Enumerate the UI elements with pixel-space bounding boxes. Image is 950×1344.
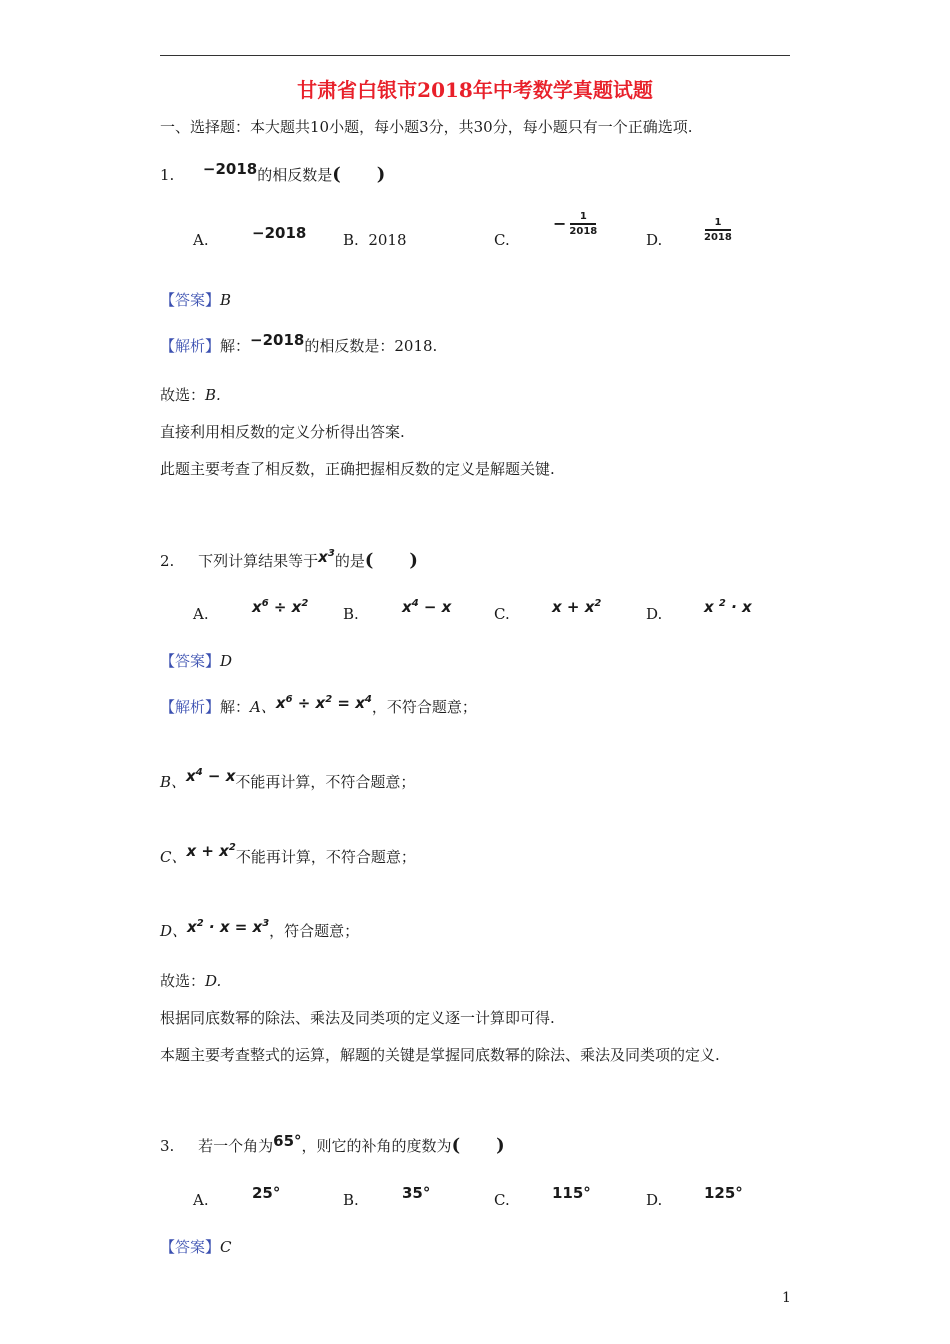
q2-option-c-value: $x + x^2$ bbox=[552, 598, 602, 616]
q2-answer: 【答案】D bbox=[160, 652, 233, 670]
answer-blank: ( ) bbox=[332, 164, 386, 185]
q3-option-d: D. bbox=[646, 1191, 663, 1209]
q2-choice: 故选：D. bbox=[160, 972, 222, 990]
q3-option-a-value: 25° bbox=[252, 1184, 281, 1202]
q1-option-a-value: −2018 bbox=[252, 224, 307, 242]
q1-option-c: C. bbox=[494, 231, 510, 249]
section-header: 一、选择题：本大题共10小题，每小题3分，共30分，每小题只有一个正确选项. bbox=[160, 118, 693, 136]
q3-option-d-value: 125° bbox=[704, 1184, 743, 1202]
q2-analysis-a: 【解析】解：A、$x^6 \div x^2 = x^4$，不符合题意； bbox=[160, 694, 477, 716]
fraction: $\frac{1}{2018}$ bbox=[569, 211, 598, 237]
q2-option-d: D. bbox=[646, 605, 663, 623]
q2-explanation-1: 根据同底数幂的除法、乘法及同类项的定义逐一计算即可得. bbox=[160, 1009, 555, 1027]
q1-option-d-value bbox=[704, 211, 732, 243]
q3-stem: 3. 若一个角为65°，则它的补角的度数为( ) bbox=[160, 1132, 505, 1156]
header-rule bbox=[160, 55, 790, 56]
q3-option-b: B. bbox=[343, 1191, 359, 1209]
q1-answer: 【答案】B bbox=[160, 291, 232, 309]
q2-option-b: B. bbox=[343, 605, 359, 623]
q1-stem bbox=[160, 160, 385, 186]
q1-option-b: B. 2018 bbox=[343, 231, 407, 249]
fraction: $\frac{1}{2018}$ bbox=[704, 217, 732, 243]
q2-stem: 2. 下列计算结果等于$x^3$的是( ) bbox=[160, 548, 418, 571]
q2-explanation-2: 本题主要考查整式的运算，解题的关键是掌握同底数幂的除法、乘法及同类项的定义. bbox=[160, 1046, 720, 1064]
q1-option-a: A. bbox=[193, 231, 209, 249]
q1-analysis: 【解析】解：−2018的相反数是：2018. bbox=[160, 331, 438, 355]
q1-explanation-2: 此题主要考查了相反数，正确把握相反数的定义是解题关键. bbox=[160, 460, 555, 478]
q2-option-b-value: $x^4 - x$ bbox=[402, 598, 452, 616]
answer-blank: ( ) bbox=[451, 1135, 505, 1156]
q2-option-a-value: $x^6 \div x^2$ bbox=[252, 598, 309, 616]
q2-analysis-c: C、$x + x^2$不能再计算，不符合题意； bbox=[160, 842, 416, 866]
q2-analysis-d: D、$x^2 \cdot x = x^3$，符合题意； bbox=[160, 918, 360, 940]
q3-answer: 【答案】C bbox=[160, 1238, 232, 1256]
q1-option-d: D. bbox=[646, 231, 663, 249]
q1-explanation-1: 直接利用相反数的定义分析得出答案. bbox=[160, 423, 405, 441]
q2-option-d-value: x $^2$ · x bbox=[704, 598, 752, 616]
q2-option-a: A. bbox=[193, 605, 209, 623]
q3-option-b-value: 35° bbox=[402, 1184, 431, 1202]
q3-option-c: C. bbox=[494, 1191, 510, 1209]
page-number: 1 bbox=[782, 1290, 791, 1306]
answer-blank: ( ) bbox=[364, 550, 418, 571]
q1-choice: 故选：B. bbox=[160, 386, 221, 404]
document-title: 甘肃省白银市2018年中考数学真题试题 bbox=[297, 78, 653, 102]
question-number: 1. bbox=[160, 166, 175, 184]
q3-option-a: A. bbox=[193, 1191, 209, 1209]
q2-option-c: C. bbox=[494, 605, 510, 623]
stem-text: 的相反数是 bbox=[257, 166, 333, 184]
q1-option-c-value: − $\frac{1}{2018}$ bbox=[553, 211, 598, 237]
math-expression: −2018 bbox=[202, 160, 258, 178]
q2-analysis-b: B、$x^4 - x$不能再计算，不符合题意； bbox=[160, 767, 416, 791]
q3-option-c-value: 115° bbox=[552, 1184, 591, 1202]
